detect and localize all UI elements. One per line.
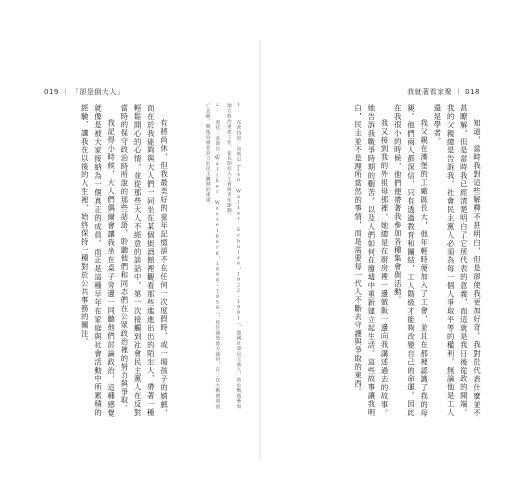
right-page: [260, 0, 520, 500]
right-running-head: [407, 87, 480, 97]
right-page-number: 018: [465, 88, 480, 96]
right-running-head-divider: ｜: [454, 88, 466, 96]
left-running-head: [44, 87, 124, 97]
left-body-paragraph-1: 有將尚休，但我最美好的童年記憶卻不在任何一次度假時，或一場孩子的嬉戲，而在於我能夠與大人們一同坐在某個街酒館裡觀看那些進進出出的陌生人，帶著一種輕鬆開心的心情，並從那些大人不經意的談話中，第一次接觸到社會民主黨人在反對當時的保守政治時所說的那些話語，聆聽他們和同志們在公眾政治裡的努力與爭取。: [120, 104, 169, 417]
note-2: 2. 奧托·韋斯貝（Walther Wesselburg，1890–1959），曾任漢堡地方議員，在二次大戰期間流亡北歐，戰後返國並致力於民主體制的重建。: [205, 103, 220, 409]
right-body-paragraph-1: 知道，當時我對這些解釋不甚明白，但是卻使我更加好奇。我對於代表什麼並不甚瞭解，但是當時我已經清楚明白了它所代表的意義，而這就是我日後從政的開端。我的父親總是告訴我，社會民主黨人必須為每一個人爭取平等的權利，無論他是工人還是學者。: [433, 104, 482, 417]
right-body-text: [294, 104, 484, 417]
left-page-notes: [178, 103, 243, 411]
right-body-paragraph-2: 我父親在漢堡的工廠區長大，他年輕時便加入了工會，並且在那裡認識了我的母親。他們兩人都深信，只有透過教育和團結，工人階級才能夠改變自己的命運。因此在我很小的時候，他們便帶著我參加各種集會與活動。: [393, 104, 430, 417]
left-body-text: [43, 104, 171, 417]
left-body-paragraph-2: 我記得小時候，大人們偶爾會讓我坐在桌子旁邊一同聽他們討論政治，這種感覺就像是被大家接納為一個真正的成員。而正是這種早年在家庭與社會活動中所累積的經驗，讓我在以後的人生裡，始終保持一種對於公共事務的關注。: [80, 104, 117, 417]
left-running-head-divider: ｜: [61, 88, 72, 96]
left-page-number: 019: [44, 88, 59, 96]
right-body-paragraph-3: 我又接到我的外祖母那裡，她總是在廚房裡一邊做飯一邊向我講述過去的故事。她告訴我戰爭時期的艱苦，以及人們如何在廢墟中重新建立起生活。這些故事讓我明白，民主並不是理所當然的事情，而是需要每一代人不斷去守護與爭取的東西。: [354, 104, 390, 417]
right-running-head-title: 我就著看家聚: [407, 88, 453, 96]
note-1: 1. 布蕾特恩·韋斯貝（Jan Walter Schulze，1922–1991），德國社會民主黨人，曾於戰後參與地方政治重建工作，並長期投入工會與青年運動。: [226, 103, 241, 409]
left-running-head-title: 「卻是倒大人」: [71, 88, 125, 96]
